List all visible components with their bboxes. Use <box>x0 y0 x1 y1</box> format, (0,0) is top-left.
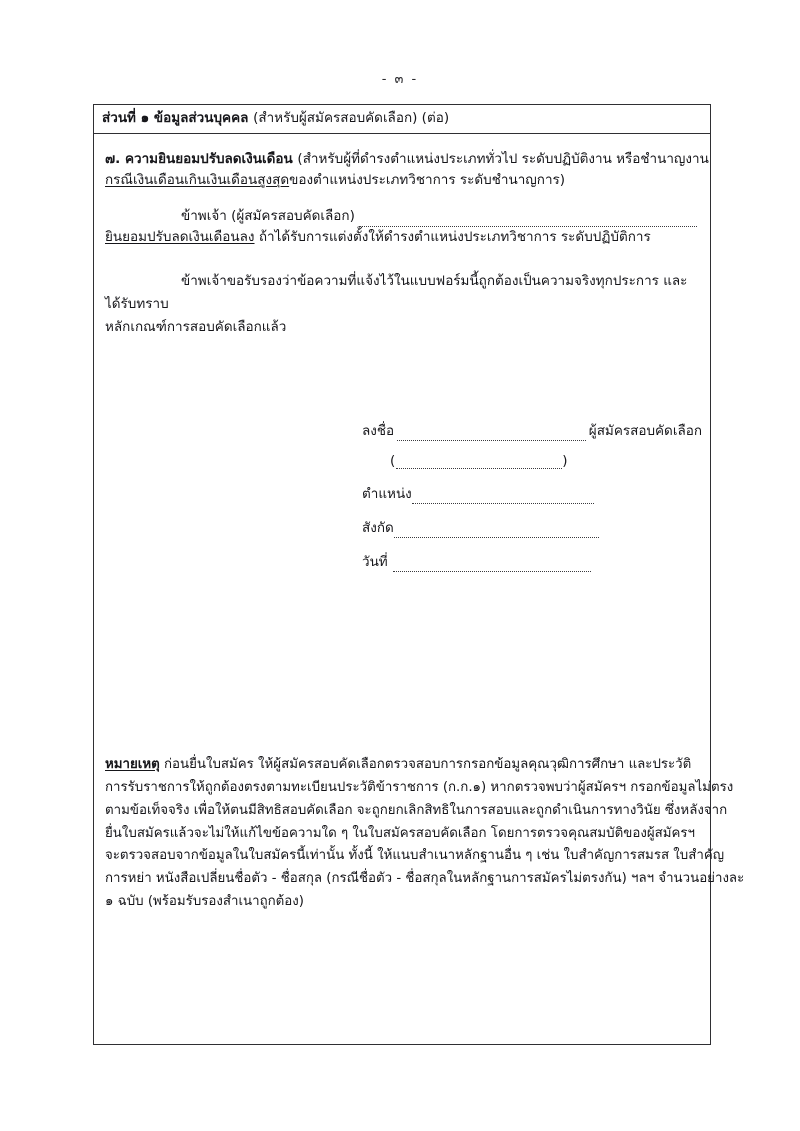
date-label: วันที่ <box>362 554 388 570</box>
signature-row <box>362 419 702 441</box>
signature-field[interactable] <box>397 429 586 441</box>
consent-underlined-text: ยินยอมปรับลดเงินเดือนลง <box>105 229 255 246</box>
consent-rest-text: ถ้าได้รับการแต่งตั้งให้ดำรงตำแหน่งประเภทวิชาการ ระดับปฏิบัติการ <box>258 229 651 246</box>
certification-paragraph <box>105 270 700 339</box>
signature-block <box>362 419 702 584</box>
note-line-6: การหย่า หนังสือเปลี่ยนชื่อตัว - ชื่อสกุล (กรณีชื่อตัว - ชื่อสกุลในหลักฐานการสมัครไม่ตรงกัน) ฯลฯ จำนวนอย่างละ <box>105 871 745 887</box>
date-row <box>362 550 702 572</box>
form-frame <box>93 104 745 1045</box>
page-number: - ๓ - <box>381 72 419 87</box>
applicant-name-field[interactable] <box>359 215 697 227</box>
affiliation-field[interactable] <box>394 526 599 538</box>
note-line-4: ยื่นใบสมัครแล้วจะไม่ให้แก้ไขข้อความใด ๆ ในใบสมัครสอบคัดเลือก โดยการตรวจคุณสมบัติของผู้สมัครฯ <box>105 825 696 841</box>
position-label: ตำแหน่ง <box>362 486 412 502</box>
date-field[interactable] <box>393 560 591 572</box>
note-label: หมายเหตุ <box>105 757 160 772</box>
note-text-1: ก่อนยื่นใบสมัคร ให้ผู้สมัครสอบคัดเลือกตรวจสอบการกรอกข้อมูลคุณวุฒิการศึกษา และประวัติ <box>163 757 692 772</box>
section-header-title: ส่วนที่ ๑ ข้อมูลส่วนบุคคล <box>102 110 249 126</box>
clause-7-scope-underlined: กรณีเงินเดือนเกินเงินเดือนสูงสุด <box>105 172 290 189</box>
note-line-3: ตามข้อเท็จจริง เพื่อให้ตนมีสิทธิสอบคัดเลือก จะถูกยกเลิกสิทธิในการสอบและถูกดำเนินการทางวินัย ซึ่งหลังจาก <box>105 802 728 818</box>
clause-7-scope-line1: (สำหรับผู้ที่ดำรงตำแหน่งประเภททั่วไป ระดับปฏิบัติงาน หรือชำนาญงาน <box>297 151 709 167</box>
printed-name-field[interactable] <box>396 457 562 469</box>
section-header <box>94 105 710 134</box>
clause-7-heading <box>105 149 709 169</box>
note-line-2: การรับราชการให้ถูกต้องตรงตามทะเบียนประวัติข้าราชการ (ก.ก.๑) หากตรวจพบว่าผู้สมัครฯ กรอกข้อมูลไม่ตรง <box>105 779 734 795</box>
printed-name-row <box>362 453 702 469</box>
note-line-7: ๑ ฉบับ (พร้อมรับรองสำเนาถูกต้อง) <box>105 894 304 910</box>
note-line-5: จะตรวจสอบจากข้อมูลในใบสมัครนี้เท่านั้น ทั้งนี้ ให้แนบสำเนาหลักฐานอื่น ๆ เช่น ใบสำคัญการสมรส ใบสำคัญ <box>105 848 725 864</box>
position-field[interactable] <box>412 492 594 504</box>
paren-open: ( <box>390 453 396 469</box>
signature-role-label: ผู้สมัครสอบคัดเลือก <box>588 423 702 439</box>
certification-line-1: ข้าพเจ้าขอรับรองว่าข้อความที่แจ้งไว้ในแบบฟอร์มนี้ถูกต้องเป็นความจริงทุกประการ และได้รับทราบ <box>105 273 688 313</box>
note-block <box>105 754 745 914</box>
clause-7-scope-line2 <box>105 170 700 190</box>
affiliation-label: สังกัด <box>362 520 394 536</box>
clause-7-scope-rest: ของตำแหน่งประเภทวิชาการ ระดับชำนาญการ) <box>289 172 566 189</box>
section-header-subtitle: (สำหรับผู้สมัครสอบคัดเลือก) (ต่อ) <box>253 110 450 126</box>
signature-label: ลงชื่อ <box>362 423 395 439</box>
note-line-1 <box>105 754 701 777</box>
position-row <box>362 482 702 504</box>
declaration-consent-line <box>105 227 700 249</box>
declaration-name-line <box>105 206 700 228</box>
certification-line-2: หลักเกณฑ์การสอบคัดเลือกแล้ว <box>105 319 287 336</box>
declaration-lead-text: ข้าพเจ้า (ผู้สมัครสอบคัดเลือก) <box>181 207 355 224</box>
clause-7-number-title: ๗. ความยินยอมปรับลดเงินเดือน <box>105 151 293 167</box>
affiliation-row <box>362 516 702 538</box>
form-body <box>94 138 745 1046</box>
paren-close: ) <box>562 453 568 469</box>
